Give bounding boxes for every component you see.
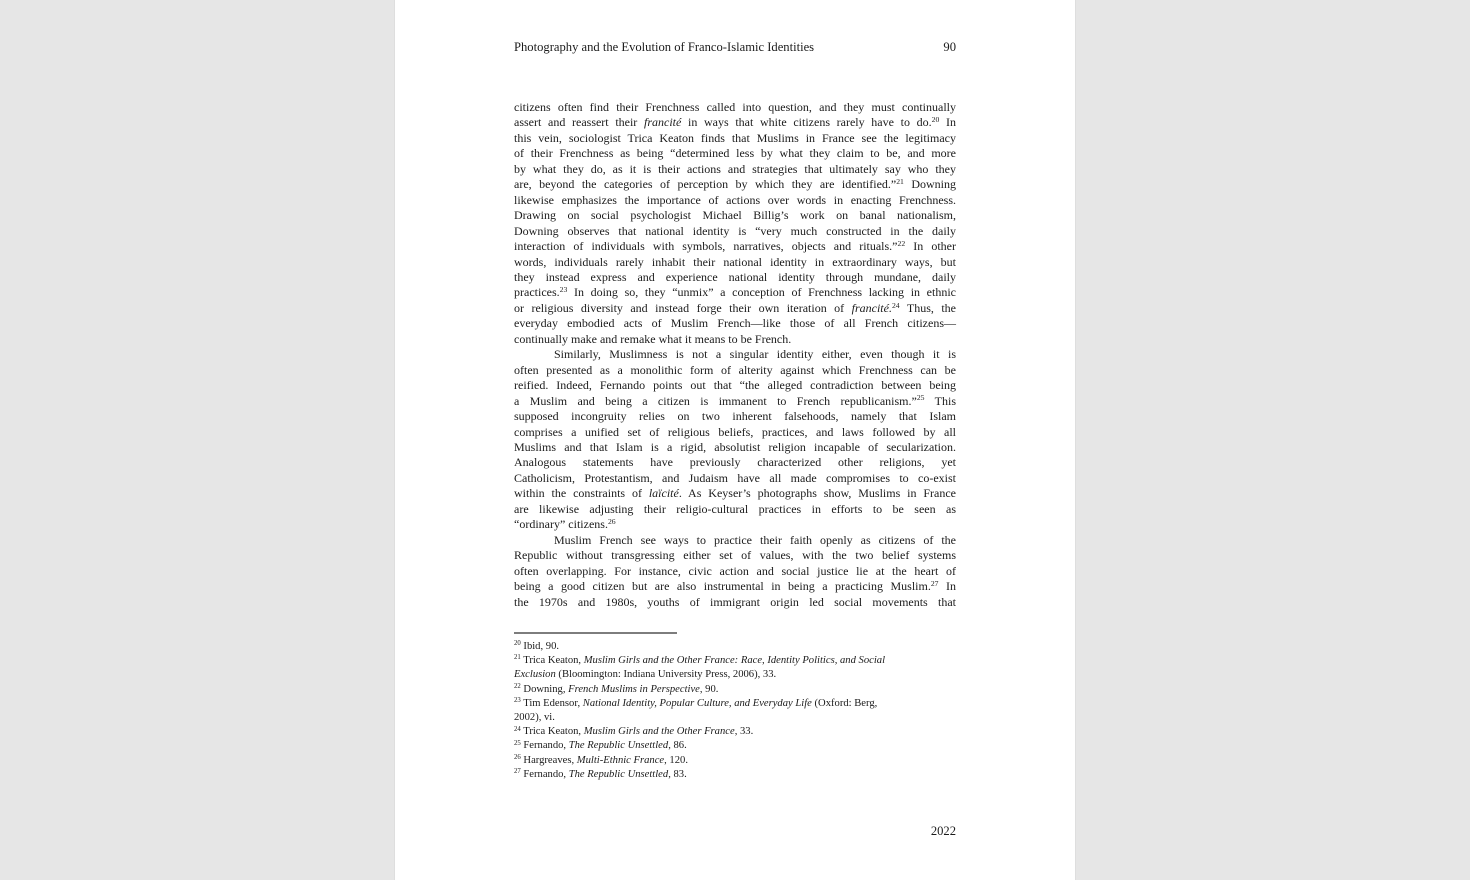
footnote — [514, 654, 956, 682]
italic-text: Muslim Girls and the Other France — [583, 726, 735, 738]
footnote-line: Exclusion (Bloomington: Indiana University Press, 2006), 33. — [514, 669, 777, 681]
text-line: citizens often find their Frenchness called into question, and they must continually — [514, 100, 956, 114]
text-line: Muslim French see ways to practice their faith openly as citizens of the — [554, 532, 956, 547]
text-line: they instead express and experience national identity through mundane, daily — [514, 269, 956, 284]
footnote — [514, 754, 956, 768]
footnote-ref: 27 — [930, 578, 939, 588]
running-head-title: Photography and the Evolution of Franco-Islamic Identities — [514, 40, 815, 54]
text-line: often overlapping. For instance, civic action and social justice lie at the heart of — [514, 563, 956, 578]
text-line: likewise emphasizes the importance of actions over words in enacting Frenchness. — [514, 192, 956, 207]
footnote-line: $^{24}$ Trica Keaton, Muslim Girls and the Other France, 33. — [514, 725, 754, 738]
footnote-line: $^{26}$ Hargreaves, Multi-Ethnic France, 120. — [514, 753, 688, 766]
text-line: everyday embodied acts of Muslim French—like those of all French citizens— — [514, 316, 956, 331]
footnote-ref: 26 — [514, 753, 521, 761]
text-line: by what they do, as it is their actions and strategies that ultimately say who they — [514, 161, 956, 176]
italic-text: Multi-Ethnic France — [576, 754, 665, 766]
footnote-ref: 22 — [514, 682, 521, 690]
footnote-ref: 26 — [607, 517, 616, 527]
italic-text: National Identity, Popular Culture, and Everyday Life — [582, 697, 812, 709]
footnote — [514, 640, 956, 654]
italic-text: laïcité — [648, 486, 679, 501]
italic-text: francité. — [851, 300, 892, 315]
italic-text: Exclusion — [514, 669, 556, 681]
running-head-page-number: 90 — [943, 40, 956, 54]
footnote-line: $^{27}$ Fernando, The Republic Unsettled, 83. — [514, 768, 687, 780]
text-line: Catholicism, Protestantism, and Judaism have all made compromises to co-exist — [514, 470, 956, 485]
footnote-line: $^{21}$ Trica Keaton, Muslim Girls and the Other France: Race, Identity Politics, and Social — [514, 654, 886, 667]
footnote-ref: 21 — [514, 654, 521, 662]
text-line: often presented as a monolithic form of alterity against which Frenchness can be — [514, 362, 956, 377]
footnote-line: $^{25}$ Fernando, The Republic Unsettled, 86. — [514, 739, 687, 752]
text-line: a Muslim and being a citizen is immanent to French republicanism.”$^{25}$ This — [514, 393, 956, 408]
body-text — [514, 100, 956, 610]
footnote-ref: 27 — [514, 768, 521, 776]
body-paragraph — [514, 347, 956, 532]
footer-page-label: 2022 — [930, 824, 956, 838]
footnote-ref: 20 — [514, 640, 521, 648]
footnotes — [514, 640, 956, 782]
text-line: “ordinary” citizens.$^{26}$ — [514, 517, 616, 532]
footnote — [514, 768, 956, 782]
text-line: words, individuals rarely inhabit their national identity in extraordinary ways, but — [514, 254, 956, 269]
text-line: Downing observes that national identity is “very much constructed in the daily — [514, 223, 956, 238]
text-line: Analogous statements have previously characterized other religions, yet — [514, 455, 956, 470]
text-line: are likewise adjusting their religio-cultural practices in efforts to be seen as — [514, 501, 956, 516]
footnote-ref: 25 — [916, 393, 925, 403]
text-line: interaction of individuals with symbols, narratives, objects and rituals.”$^{22}$ In other — [514, 238, 956, 254]
text-line: of their Frenchness as being “determined less by what they claim to be, and more — [514, 146, 956, 161]
text-line: continually make and remake what it means to be French. — [514, 331, 792, 346]
italic-text: francité — [643, 115, 682, 130]
footnote — [514, 683, 956, 697]
text-line: reified. Indeed, Fernando points out that “the alleged contradiction between being — [514, 378, 956, 393]
italic-text: Muslim Girls and the Other France: Race, Identity Politics, and Social — [583, 655, 886, 667]
footnote-line: $^{22}$ Downing, French Muslims in Perspective, 90. — [514, 682, 719, 695]
text-line: Drawing on social psychologist Michael Billig’s work on banal nationalism, — [514, 208, 956, 223]
footnote-separator — [514, 632, 677, 634]
text-line: this vein, sociologist Trica Keaton finds that Muslims in France see the legitimacy — [514, 130, 956, 145]
footnote-line: 2002), vi. — [514, 712, 555, 724]
text-line: or religious diversity and instead forge their own iteration of francité.$^{24}$ Thus, the — [514, 300, 956, 315]
text-line: Similarly, Muslimness is not a singular identity either, even though it is — [554, 347, 956, 362]
italic-text: French Muslims in Perspective — [568, 683, 700, 695]
footnote-ref: 25 — [514, 739, 521, 747]
footnote-ref: 23 — [514, 697, 521, 705]
running-head — [514, 40, 956, 55]
italic-text: The Republic Unsettled — [568, 740, 669, 752]
text-line: assert and reassert their francité in ways that white citizens rarely have to do.$^{20}$ In — [514, 115, 956, 130]
text-line: within the constraints of laïcité. As Keyser’s photographs show, Muslims in France — [514, 486, 956, 501]
text-line: Republic without transgressing either set of values, with the two belief systems — [514, 548, 956, 563]
document-page — [395, 0, 1075, 880]
text-line: Muslims and that Islam is a rigid, absolutist religion incapable of secularization. — [514, 439, 956, 454]
text-line: being a good citizen but are also instrumental in being a practicing Muslim.$^{27}$ In — [514, 578, 957, 594]
footnote — [514, 739, 956, 753]
text-line: supposed incongruity relies on two inherent falsehoods, namely that Islam — [514, 409, 956, 424]
body-paragraph — [514, 533, 956, 610]
footnote-ref: 21 — [896, 177, 904, 187]
footnote-ref: 22 — [897, 238, 906, 248]
footnote-ref: 20 — [931, 115, 940, 125]
text-line: comprises a unified set of religious beliefs, practices, and laws followed by all — [514, 424, 956, 439]
footnote-ref: 24 — [891, 300, 900, 310]
text-line: are, beyond the categories of perception by which they are identified.”$^{21}$ Downing — [514, 177, 956, 192]
footnote — [514, 725, 956, 739]
footnote — [514, 697, 956, 725]
text-line: the 1970s and 1980s, youths of immigrant origin led social movements that — [514, 594, 956, 609]
body-paragraph — [514, 100, 956, 347]
text-line: practices.$^{23}$ In doing so, they “unmix” a conception of Frenchness lacking in ethnic — [514, 285, 956, 300]
footnote-line: $^{20}$ Ibid, 90. — [514, 640, 560, 652]
footnote-line: $^{23}$ Tim Edensor, National Identity, Popular Culture, and Everyday Life (Oxford: Berg, — [514, 697, 878, 709]
italic-text: The Republic Unsettled — [568, 768, 669, 780]
footnote-ref: 23 — [559, 285, 568, 295]
footnote-ref: 24 — [514, 725, 521, 733]
